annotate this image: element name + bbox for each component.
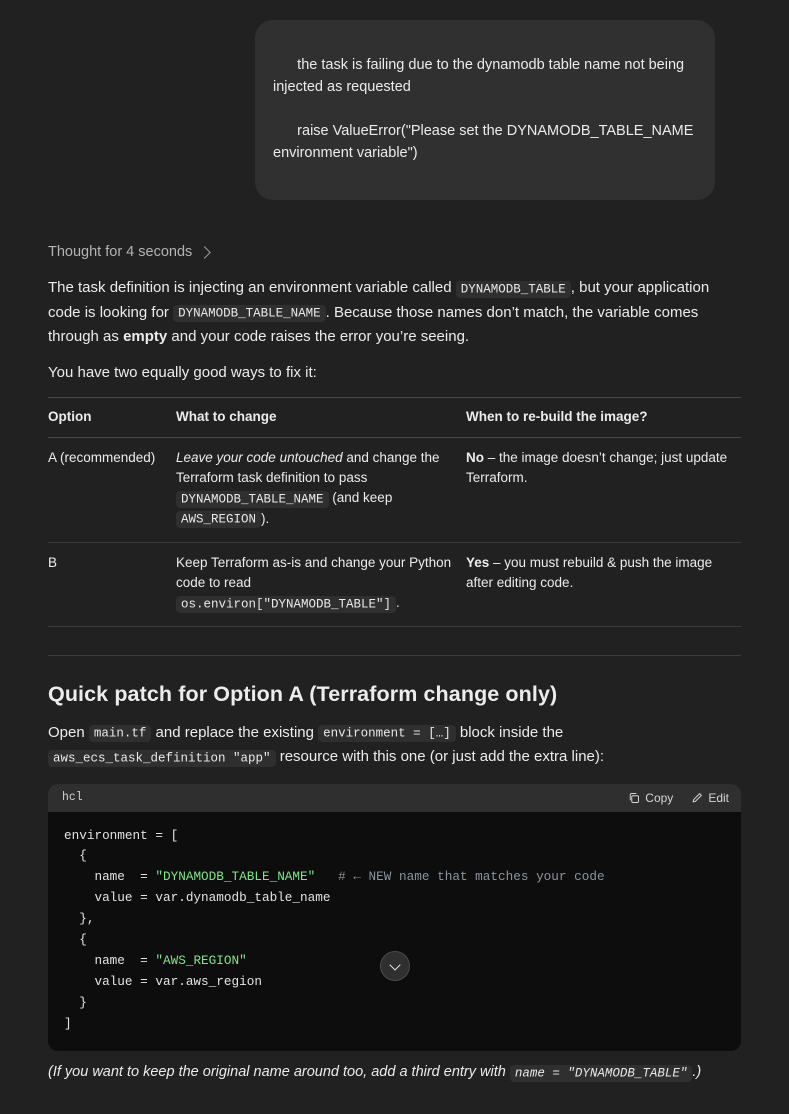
row-a-code-1: DYNAMODB_TABLE_NAME xyxy=(176,491,329,508)
code-block-header xyxy=(48,784,741,812)
row-a-rebuild-answer: No xyxy=(466,449,484,465)
closing-text-1: (If you want to keep the original name around too, add a third entry with xyxy=(48,1064,510,1081)
row-b-text-1: Keep Terraform as-is and change your Python code to read xyxy=(176,554,452,590)
copy-label: Copy xyxy=(645,790,674,805)
closing-note xyxy=(48,1061,741,1084)
code-dynamodb-table-name: DYNAMODB_TABLE_NAME xyxy=(173,305,326,322)
table-row xyxy=(48,542,741,626)
code-block-actions xyxy=(628,791,729,805)
row-a-rebuild-text: – the image doesn’t change; just update Terraform. xyxy=(466,449,728,485)
row-b-rebuild-text: – you must rebuild & push the image after editing code. xyxy=(466,554,713,590)
arrow-down-icon xyxy=(389,959,400,970)
p3-text-2: and replace the existing xyxy=(151,723,319,741)
table-header-rebuild: When to re-build the image? xyxy=(466,398,741,437)
p3-text-3: block inside the xyxy=(455,723,564,741)
row-a-text-1: and change the Terraform task definition to pass xyxy=(176,449,440,485)
code-block xyxy=(48,784,741,1052)
table-header-what-to-change: What to change xyxy=(176,398,466,437)
p1-text-3: . Because those names don’t match, the variable comes through as xyxy=(48,303,699,345)
row-a-change xyxy=(176,437,466,542)
code-third-entry: name = "DYNAMODB_TABLE" xyxy=(510,1065,693,1082)
table-header-row xyxy=(48,398,741,437)
page-title: Quick patch for Option A (Terraform change only) xyxy=(48,681,558,706)
user-message-line-2: raise ValueError("Please set the DYNAMODB_TABLE_NAME environment variable") xyxy=(273,123,698,162)
p1-text-4: and your code raises the error you’re seeing. xyxy=(167,327,470,345)
p1-text-1: The task definition is injecting an environment variable called xyxy=(48,279,456,297)
instruction-paragraph xyxy=(48,721,741,770)
chevron-right-icon xyxy=(198,246,211,259)
copy-icon xyxy=(628,792,640,804)
p3-text-4: resource with this one (or just add the extra line): xyxy=(275,748,605,766)
code-main-tf: main.tf xyxy=(89,725,152,742)
p3-text-1: Open xyxy=(48,723,89,741)
row-b-rebuild-answer: Yes xyxy=(466,554,490,570)
code-environment-block: environment = […] xyxy=(318,725,456,742)
row-a-option: A (recommended) xyxy=(48,437,176,542)
row-a-text-3: ). xyxy=(261,510,270,526)
user-message-row xyxy=(0,0,789,200)
code-language-label: hcl xyxy=(62,791,83,804)
explanation-paragraph-2: You have two equally good ways to fix it: xyxy=(48,364,317,382)
p1-text-2: , but your application code is looking for xyxy=(48,279,710,321)
row-a-emphasis: Leave your code untouched xyxy=(176,449,343,465)
edit-button[interactable] xyxy=(691,791,729,805)
row-b-option: B xyxy=(48,542,176,626)
table-row xyxy=(48,437,741,542)
section-divider xyxy=(48,655,741,656)
user-message-bubble xyxy=(255,20,715,200)
row-a-text-2: (and keep xyxy=(328,490,393,506)
options-table xyxy=(48,397,741,627)
code-resource-name: aws_ecs_task_definition "app" xyxy=(48,750,276,767)
scroll-to-bottom-button[interactable] xyxy=(380,951,410,981)
code-content[interactable]: environment = [ { name = "DYNAMODB_TABLE_NAME" # ← NEW name that matches your code value = var.dynamodb_table_name }, { name = "AWS_REGION" value = var.aws_region } ] xyxy=(64,827,605,1032)
row-a-code-2: AWS_REGION xyxy=(176,511,261,528)
row-b-code-1: os.environ["DYNAMODB_TABLE"] xyxy=(176,596,396,613)
row-b-rebuild xyxy=(466,542,741,626)
explanation-paragraph-1 xyxy=(48,276,741,349)
row-a-rebuild xyxy=(466,437,741,542)
thought-summary-toggle[interactable] xyxy=(48,244,209,260)
code-dynamodb-table: DYNAMODB_TABLE xyxy=(456,281,571,298)
row-b-text-2: . xyxy=(396,595,400,611)
p1-emphasis-empty: empty xyxy=(123,327,168,345)
row-b-change xyxy=(176,542,466,626)
table-header-option: Option xyxy=(48,398,176,437)
thought-summary-label: Thought for 4 seconds xyxy=(48,244,193,261)
user-message-line-1: the task is failing due to the dynamodb table name not being injected as requested xyxy=(273,57,689,96)
edit-icon xyxy=(691,792,703,804)
closing-text-2: .) xyxy=(692,1064,702,1081)
copy-button[interactable] xyxy=(628,791,673,805)
edit-label: Edit xyxy=(708,790,729,805)
